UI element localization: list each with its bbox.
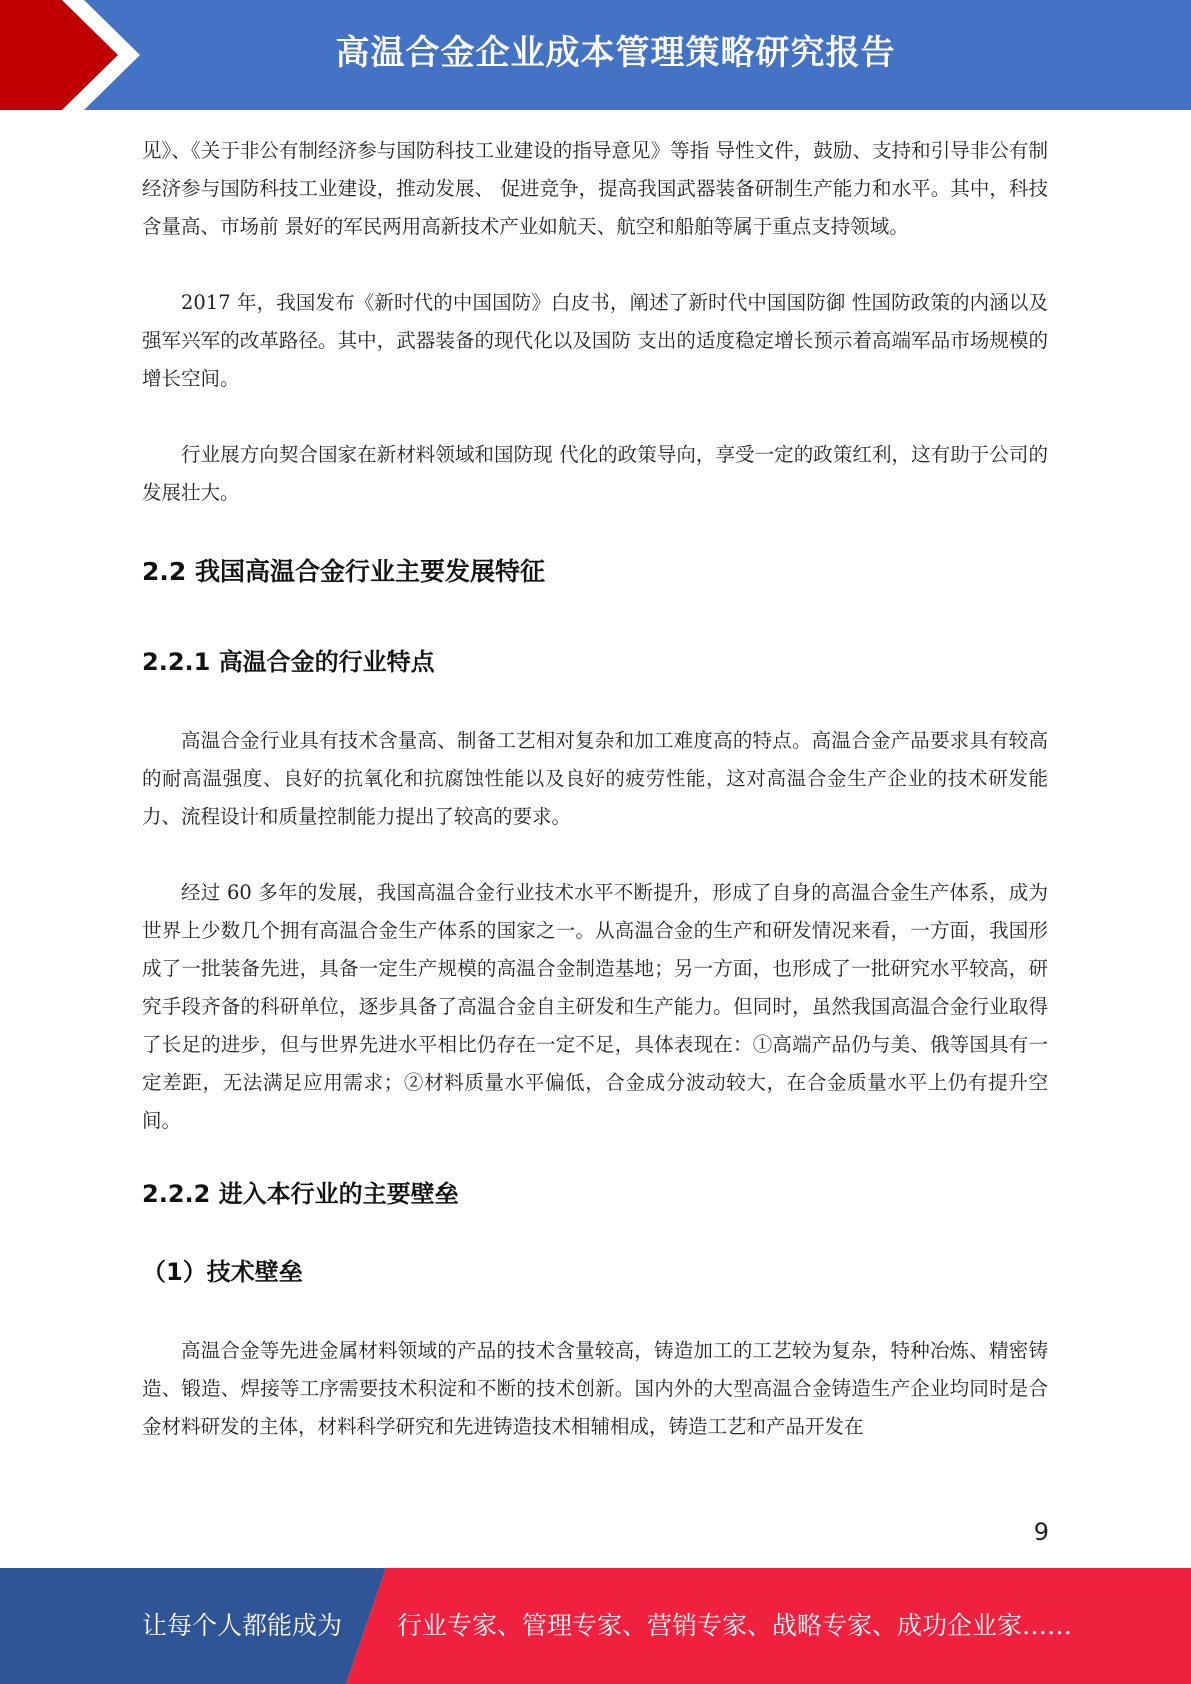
paragraph-policy-guidance: 见》、《关于非公有制经济参与国防科技工业建设的指导意见》等指 导性文件，鼓励、支持和引导非公有制经济参与国防科技工业建设，推动发展、 促进竞争，提高我国武器装备研制生产能力和水平。其中，科技含量高、市场前 景好的军民两用高新技术产业如航天、航空和船舶等属于重点支持领域。 [142,139,1048,238]
subheading-technical-barrier: （1）技术壁垒 [142,1258,303,1286]
footer-slogan-right: 行业专家、管理专家、营销专家、战略专家、成功企业家…… [397,1611,1073,1640]
page-header [0,0,1191,110]
footer-slogan-left: 让每个人都能成为 [142,1611,343,1640]
paragraph-defense-white-paper: 2017 年，我国发布《新时代的中国国防》白皮书，阐述了新时代中国国防御 性国防政策的内涵以及强军兴军的改革路径。其中，武器装备的现代化以及国防 支出的适度稳定增长预示着高端军品市场规模的增长空间。 [142,291,1048,390]
section-heading-2-2-2: 2.2.2 进入本行业的主要壁垒 [142,1180,459,1208]
paragraph-industry-features: 高温合金行业具有技术含量高、制备工艺相对复杂和加工难度高的特点。高温合金产品要求具有较高的耐高温强度、良好的抗氧化和抗腐蚀性能以及良好的疲劳性能，这对高温合金生产企业的技术研发能力、流程设计和质量控制能力提出了较高的要求。 [142,729,1048,828]
section-heading-2-2-1: 2.2.1 高温合金的行业特点 [142,648,435,676]
header-chevron-decoration [0,0,160,110]
paragraph-industry-development: 经过 60 多年的发展，我国高温合金行业技术水平不断提升，形成了自身的高温合金生产体系，成为世界上少数几个拥有高温合金生产体系的国家之一。从高温合金的生产和研发情况来看，一方面，我国形成了一批装备先进，具备一定生产规模的高温合金制造基地；另一方面，也形成了一批研究水平较高，研究手段齐备的科研单位，逐步具备了高温合金自主研发和生产能力。但同时，虽然我国高温合金行业取得了长足的进步，但与世界先进水平相比仍存在一定不足，具体表现在：①高端产品仍与美、俄等国具有一定差距，无法满足应用需求；②材料质量水平偏低，合金成分波动较大，在合金质量水平上仍有提升空间。 [142,881,1048,1132]
document-body [142,132,1048,1446]
paragraph-technical-barrier: 高温合金等先进金属材料领域的产品的技术含量较高，铸造加工的工艺较为复杂，特种冶炼、精密铸造、锻造、焊接等工序需要技术积淀和不断的技术创新。国内外的大型高温合金铸造生产企业均同时是合金材料研发的主体，材料科学研究和先进铸造技术相辅相成，铸造工艺和产品开发在 [142,1339,1048,1438]
page-footer [0,1568,1191,1684]
page-number: 9 [1033,1518,1049,1546]
section-heading-2-2: 2.2 我国高温合金行业主要发展特征 [142,557,545,586]
paragraph-policy-dividend: 行业展方向契合国家在新材料领域和国防现 代化的政策导向，享受一定的政策红利，这有助于公司的发展壮大。 [142,443,1048,504]
report-title: 高温合金企业成本管理策略研究报告 [335,33,896,73]
